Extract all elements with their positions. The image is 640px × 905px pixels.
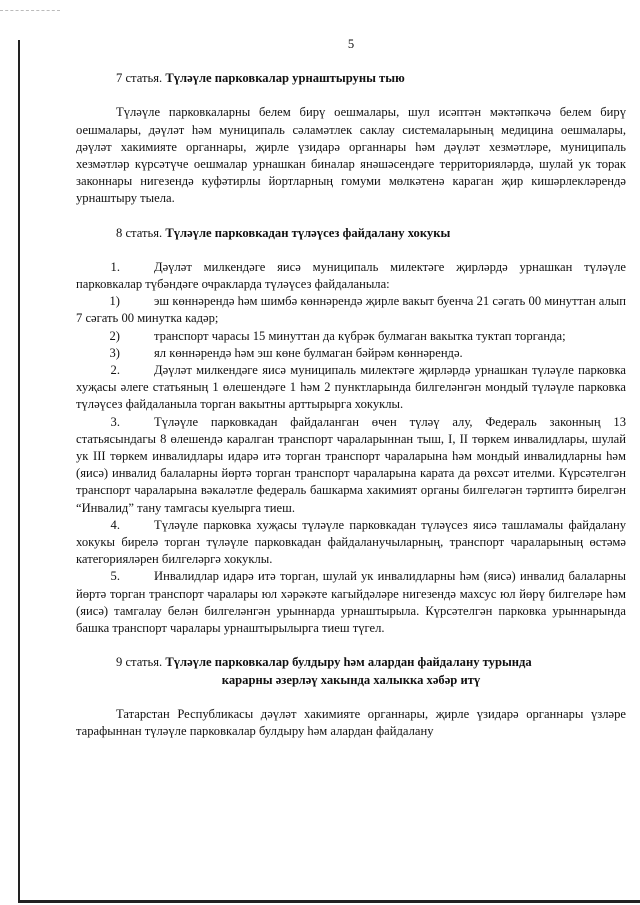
article-7-title: Түләүле парковкалар урнаштыруны тыю — [165, 71, 405, 86]
scan-edge-bottom — [18, 900, 640, 903]
article-8-item-1-3 — [76, 345, 626, 362]
scan-corner-marks — [0, 0, 60, 11]
article-7-heading — [76, 70, 626, 87]
item-number: 2. — [110, 363, 120, 378]
scan-edge-left — [18, 40, 20, 902]
article-8-item-5 — [76, 568, 626, 637]
document-page — [76, 36, 626, 740]
item-number: 1. — [110, 259, 120, 274]
article-8-title: Түләүле парковкадан түләүсез файдалану хокукы — [165, 225, 451, 240]
article-8-item-3 — [76, 414, 626, 517]
item-text: Түләүле парковкадан файдаланган өчен түләү алу, Федераль законның 13 статьясындагы 8 өлешендә каралган транспорт чараларыннан тыш, I, II төркем инвалидлары, шулай ук III төркем инвалидлары идарә итә торган транспорт чараларына һәм мондый инвалидларны һәм (яисә) инвалид балаларны йөртә торган транспорт чараларына карата да рөхсәт ителми. Күрсәтелгән транспорт чараларына вәкаләтле федераль башкарма хакимият органы билгеләгән тәртиптә бирелгән “Инвалид” тану тамгасы куелырга тиеш. — [76, 414, 626, 515]
article-9-title-line-1: Түләүле парковкалар булдыру һәм алардан файдалану турында — [165, 655, 532, 670]
item-number: 5. — [110, 569, 120, 584]
item-text: Дәүләт милкендәге яисә муниципаль милектәге җирләрдә урнашкан түләүле парковка хуҗасы әлеге статьяның 1 өлешендәге 1 һәм 2 пунктларында билгеләнгән мондый түләүле парковка түләүсез файдаланыла торган вакытны арттырырга хокуклы. — [76, 363, 626, 412]
article-8-item-2 — [76, 362, 626, 414]
article-8-item-1-2 — [76, 328, 626, 345]
article-8-item-4 — [76, 517, 626, 569]
article-7-paragraph: Түләүле парковкаларны белем бирү оешмалары, шул исәптән мәктәпкәчә белем бирү оешмалары, дәүләт һәм муниципаль сәламәтлек саклау системаларының медицина оешмалары, дәүләт хакимияте органнары, җирле үзидарә органнары һәм дәүләт хезмәтләре, муниципаль хезмәтләр күрсәтүче оешмалар урнашкан биналар янәшәсендәге территорияләрдә, шулай ук торак законнары нигезендә куфәтирлы йортларның гомуми мөлкәтенә караган җир кишәрлекләрендә урнаштыру тыела. — [76, 105, 626, 206]
item-number: 3) — [109, 345, 120, 360]
item-text: Дәүләт милкендәге яисә муниципаль милектәге җирләрдә урнашкан түләүле парковкалар түбәндәге очракларда түләүсез файдаланыла: — [76, 259, 626, 292]
article-9-title-line-2: карарны әзерләү хакында халыкка хәбәр итү — [221, 672, 481, 687]
article-7-label: 7 статья. — [116, 71, 163, 86]
item-number: 2) — [109, 328, 120, 343]
article-8-items — [76, 259, 626, 637]
article-9-heading — [76, 654, 626, 688]
article-9-body-block — [76, 706, 626, 740]
article-8-item-1-1 — [76, 293, 626, 327]
item-number: 3. — [110, 414, 120, 429]
article-8-label: 8 статья. — [116, 225, 163, 240]
article-8-heading — [76, 225, 626, 242]
article-9-paragraph: Татарстан Республикасы дәүләт хакимияте органнары, җирле үзидарә органнары үзләре тарафыннан түләүле парковкалар булдыру һәм алардан файдалану — [76, 706, 626, 738]
item-number: 4. — [110, 517, 120, 532]
item-text: ял көннәрендә һәм эш көне булмаган бәйрәм көннәрендә. — [154, 345, 463, 360]
article-8-item-1 — [76, 259, 626, 293]
item-text: Түләүле парковка хуҗасы түләүле парковкадан түләүсез яисә ташламалы файдалану хокукы бирелә торган түләүле парковкадан файдаланучыларның, транспорт чараларының өстәмә категорияләрен билгеләргә хокуклы. — [76, 517, 626, 567]
item-text: эш көннәрендә һәм шимбә көннәрендә җирле вакыт буенча 21 сәгать 00 минуттан алып 7 сәгать 00 минутка кадәр; — [76, 294, 626, 326]
article-9-label: 9 статья. — [116, 655, 163, 670]
article-7-body-block — [76, 104, 626, 207]
item-text: Инвалидлар идарә итә торган, шулай ук инвалидларны һәм (яисә) инвалид балаларны йөртә торган транспорт чаралары юл хәрәкәте кагыйдәләре нигезендә махсус юл йөрү билгеләре һәм (яисә) тамгалау белән билгеләнгән урыннарда урнаштырыла. Күрсәтелгән парковка урыннарында башка транспорт чаралары урнаштырылырга тиеш түгел. — [76, 569, 626, 636]
item-text: транспорт чарасы 15 минуттан да күбрәк булмаган вакытка туктап торганда; — [154, 328, 566, 343]
page-number: 5 — [347, 37, 355, 51]
item-number: 1) — [109, 294, 120, 309]
